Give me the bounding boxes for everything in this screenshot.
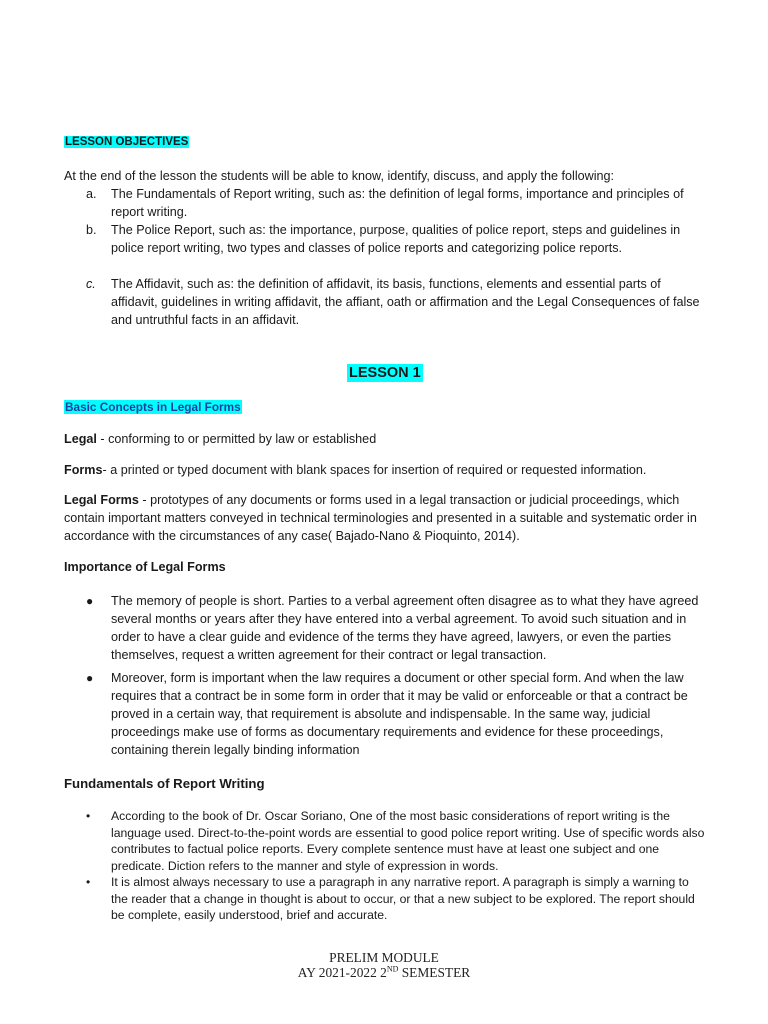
definition-legal-forms: [64, 491, 709, 545]
objectives-heading: LESSON OBJECTIVES: [65, 136, 189, 148]
definition-term: Legal Forms: [64, 493, 139, 507]
footer-year: AY 2021-2022 2: [297, 965, 387, 980]
definition-legal: [64, 430, 709, 448]
objective-text: The Affidavit, such as: the definition of affidavit, its basis, functions, elements and essential parts of affidavit, guidelines in writing affidavit, the affiant, oath or affirmation and the Legal Consequences of false and untruthful facts in an affidavit.: [111, 277, 700, 327]
objective-marker: b.: [86, 223, 97, 237]
list-item: [86, 669, 708, 759]
fundamentals-heading: Fundamentals of Report Writing: [64, 776, 265, 791]
list-item-text: The memory of people is short. Parties to a verbal agreement often disagree as to what they have agreed several months or years after they have entered into a verbal agreement. To avoid such situation and in order to have a clear guide and evidence of the terms they have agreed, lawyers, or even the parties themselves, request a written agreement for their contract or legal transaction.: [111, 594, 699, 662]
section-heading: Basic Concepts in Legal Forms: [65, 400, 241, 414]
objective-text: The Fundamentals of Report writing, such as: the definition of legal forms, importance and principles of report writing.: [111, 187, 684, 219]
list-item: [86, 808, 708, 875]
objective-item: [86, 221, 706, 257]
importance-heading: Importance of Legal Forms: [64, 560, 226, 574]
objective-text: The Police Report, such as: the importance, purpose, qualities of police report, steps and guidelines in police report writing, two types and classes of police reports and categorizing police reports.: [111, 223, 681, 255]
definition-term: Forms: [64, 463, 103, 477]
objectives-intro: At the end of the lesson the students will be able to know, identify, discuss, and apply the following:: [64, 169, 615, 183]
list-item: [86, 592, 708, 664]
footer-line-1: PRELIM MODULE: [329, 950, 439, 965]
bullet-icon: •: [86, 875, 91, 889]
objective-item: [86, 275, 706, 329]
footer-ordinal: ND: [386, 964, 399, 974]
objective-marker: a.: [86, 187, 97, 201]
definition-text: - conforming to or permitted by law or established: [96, 432, 377, 446]
definition-term: Legal: [64, 432, 97, 446]
bullet-icon: ●: [86, 671, 94, 685]
bullet-icon: •: [86, 809, 91, 823]
objective-item: [86, 185, 706, 221]
list-item-text: Moreover, form is important when the law requires a document or other special form. And when the law requires that a contract be in some form in order that it may be valid or enforceable or that a contract be proved in a certain way, that requirement is absolute and indispensable. In the same way, judicial proceedings make use of forms as documentary requirements and evidence for these proceedings, containing therein legally binding information: [111, 671, 688, 757]
definition-text: - prototypes of any documents or forms used in a legal transaction or judicial proceedings, which contain important matters conveyed in technical terminologies and presented in a suitable and systematic order in accordance with the circumstances of any case( Bajado-Nano & Pioquinto, 2014).: [64, 493, 697, 543]
definition-text: - a printed or typed document with blank spaces for insertion of required or requested information.: [102, 463, 647, 477]
bullet-icon: ●: [86, 594, 94, 608]
definition-forms: [64, 461, 709, 479]
list-item-text: It is almost always necessary to use a paragraph in any narrative report. A paragraph is simply a warning to the reader that a change in thought is about to occur, or that a new subject to be explored. The report should be complete, easily understood, brief and accurate.: [111, 875, 695, 923]
objective-marker: c.: [86, 277, 96, 291]
footer-semester: SEMESTER: [398, 965, 471, 980]
list-item-text: According to the book of Dr. Oscar Soriano, One of the most basic considerations of report writing is the language used. Direct-to-the-point words are essential to good police report writing. Use of specific words also contributes to factual police reports. Every complete sentence must have at least one subject and one predicate. Diction refers to the manner and style of expression in words.: [111, 809, 705, 874]
footer-line-2: [0, 965, 768, 980]
lesson-title: LESSON 1: [349, 365, 421, 381]
list-item: [86, 874, 708, 924]
